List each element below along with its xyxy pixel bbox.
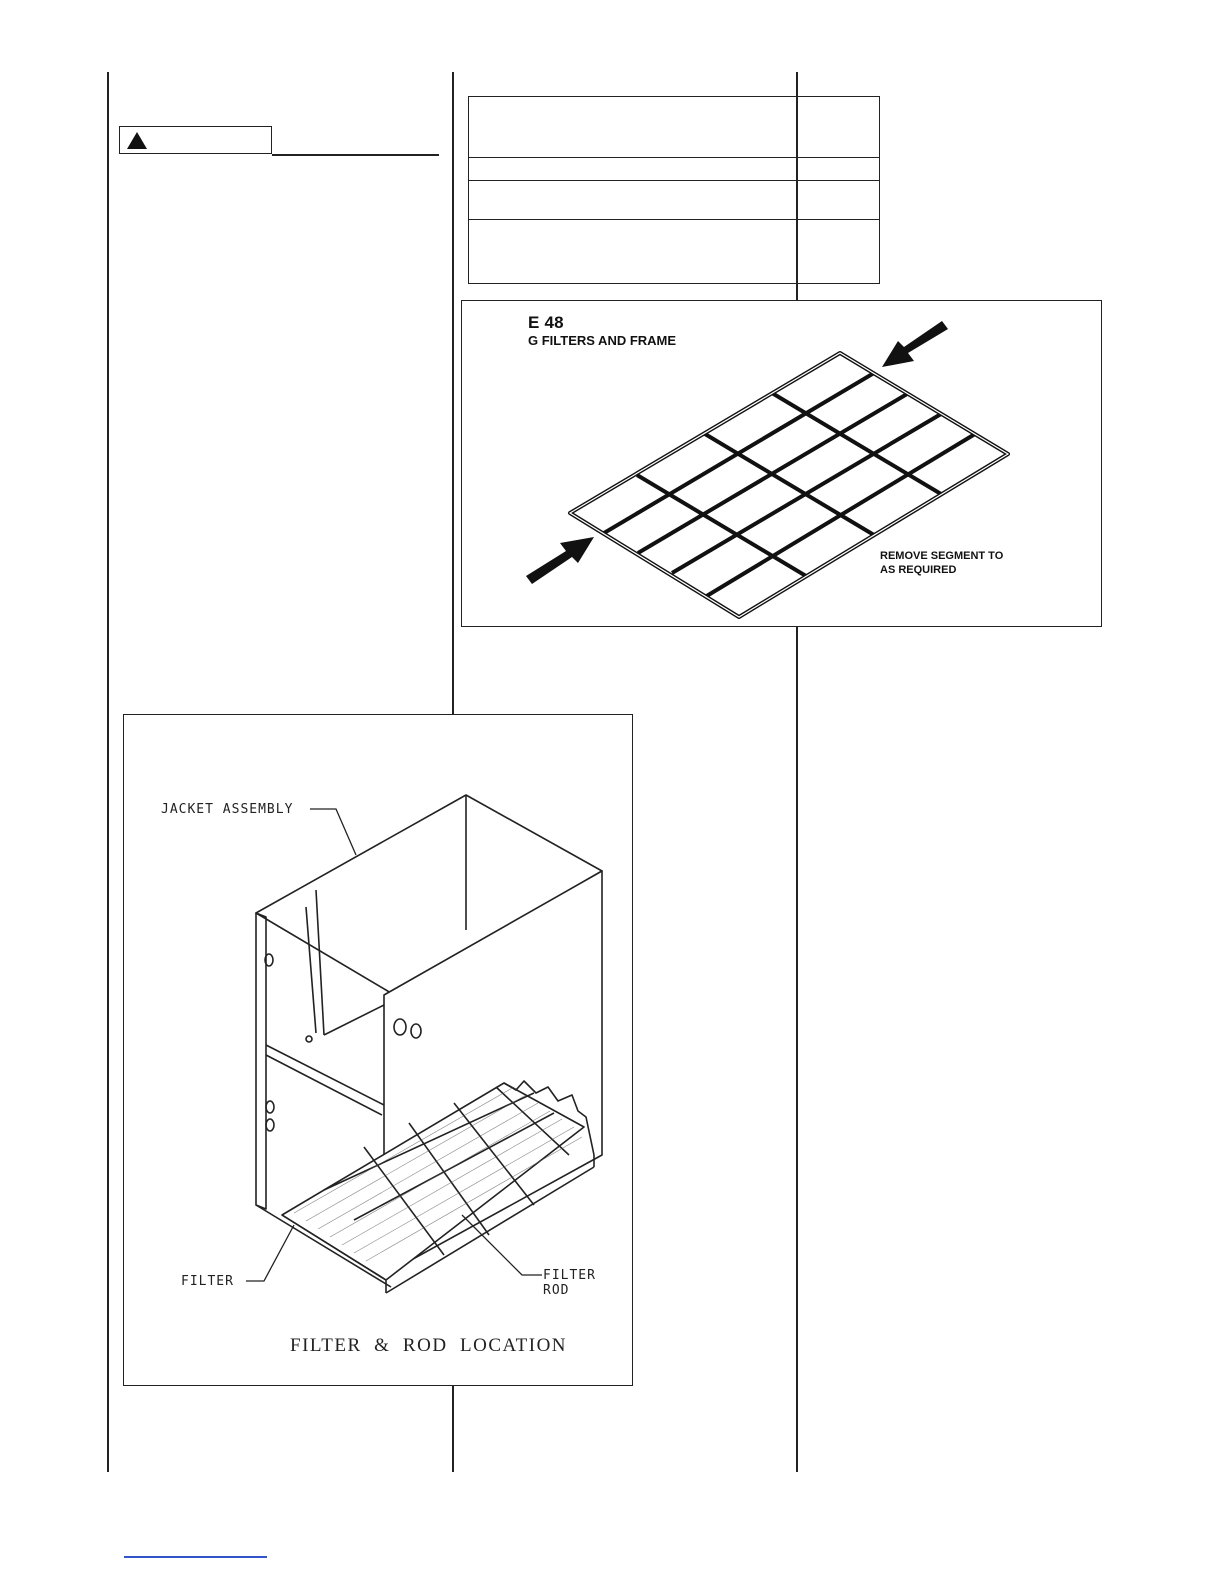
label-jacket-assembly: JACKET ASSEMBLY	[161, 802, 294, 817]
filter-frame-drawing	[462, 301, 1103, 628]
jacket-left-edge	[256, 913, 266, 1209]
table-row	[469, 157, 879, 158]
table-row	[469, 219, 879, 220]
warning-triangle-icon	[127, 132, 147, 149]
note-line-1: REMOVE SEGMENT TO	[880, 550, 1004, 562]
caution-header	[119, 126, 272, 154]
label-filter: FILTER	[181, 1274, 234, 1289]
arrow-bottom-left-icon	[526, 537, 594, 584]
caution-underline	[272, 154, 439, 156]
figure-48-subtitle: G FILTERS AND FRAME	[528, 333, 677, 348]
figure-48-note	[880, 549, 1003, 577]
note-line-2: AS REQUIRED	[880, 564, 957, 576]
figure-filter-rod-location	[123, 714, 633, 1386]
info-table	[468, 96, 880, 284]
filter-leader-line	[246, 1225, 294, 1281]
arrow-top-right-icon	[882, 321, 948, 367]
jacket-leader-line	[310, 809, 356, 855]
footer-link-underline[interactable]	[124, 1556, 267, 1558]
table-row	[469, 180, 879, 181]
figure-caption: FILTER & ROD LOCATION	[290, 1335, 568, 1356]
label-filter-rod-line2: ROD	[543, 1283, 570, 1298]
label-filter-rod	[543, 1268, 596, 1298]
figure-48-filters-frame	[461, 300, 1102, 627]
figure-48-title: E 48	[528, 313, 564, 332]
label-filter-rod-line1: FILTER	[543, 1268, 596, 1283]
column-rule-left	[107, 72, 109, 1472]
